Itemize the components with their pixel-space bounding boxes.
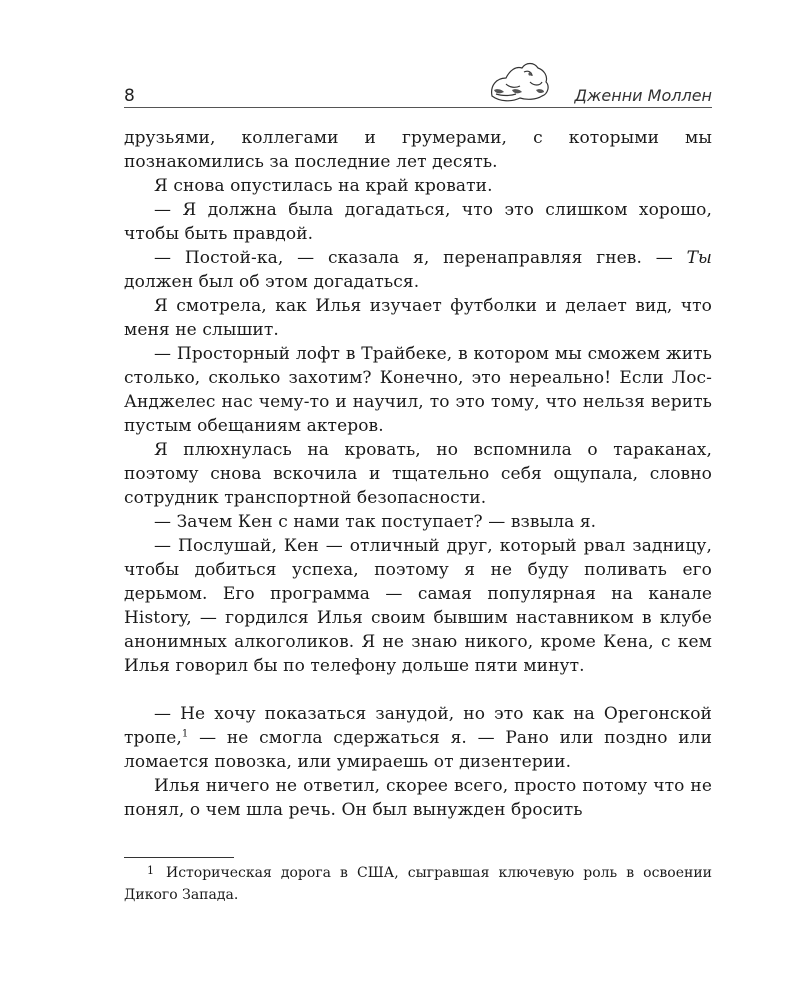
paragraph-2: Я снова опустилась на край кровати.	[154, 176, 493, 196]
page-header	[124, 60, 712, 110]
running-head-author: Дженни Моллен	[574, 86, 712, 105]
body-text	[124, 126, 712, 822]
paragraph-4-emphasis: Ты	[686, 248, 712, 268]
paragraph-11: Илья ничего не ответил, скорее всего, просто потому что не понял, о чем шла речь. Он был вынужден бросить	[124, 776, 712, 820]
footnote-reference: 1	[181, 728, 189, 740]
footnote-rule	[124, 857, 234, 858]
paragraph-8: — Зачем Кен с нами так поступает? — взвыла я.	[154, 512, 597, 532]
paragraph-1: друзьями, коллегами и грумерами, с которыми мы познакомились за последние лет десять.	[124, 128, 712, 172]
paragraph-10	[124, 702, 712, 774]
header-rule	[124, 107, 712, 108]
paragraph-5: Я смотрела, как Илья изучает футболки и делает вид, что меня не слышит.	[124, 296, 712, 340]
paragraph-10-end: — не смогла сдержаться я. — Рано или поздно или ломается повозка, или умираешь от дизентерии.	[124, 728, 712, 772]
footnote-number: 1	[147, 864, 154, 877]
paragraph-3: — Я должна была догадаться, что это слишком хорошо, чтобы быть правдой.	[124, 200, 712, 244]
dog-logo-icon	[486, 60, 552, 104]
paragraph-4-start: — Постой-ка, — сказала я, перенаправляя гнев. —	[154, 248, 687, 268]
paragraph-7: Я плюхнулась на кровать, но вспомнила о тараканах, поэтому снова вскочила и тщательно себя ощупала, словно сотрудник транспортной безопасности.	[124, 440, 712, 508]
paragraph-10-start: — Не хочу показаться занудой, но это как на Орегонской тропе,	[124, 704, 712, 748]
paragraph-4-end: должен был об этом догадаться.	[124, 272, 420, 292]
footnote	[124, 862, 712, 906]
footnote-text: Историческая дорога в США, сыгравшая ключевую роль в освоении Дикого Запада.	[124, 865, 712, 903]
page-number: 8	[124, 86, 135, 106]
paragraph-6: — Просторный лофт в Трайбеке, в котором мы сможем жить столько, сколько захотим? Конечно, это нереально! Если Лос-Анджелес нас чему-то и научил, то это тому, что нельзя верить пустым обещаниям актеров.	[124, 344, 712, 436]
paragraph-4	[124, 246, 712, 294]
paragraph-9: — Послушай, Кен — отличный друг, который рвал задницу, чтобы добиться успеха, поэтому я не буду поливать его дерьмом. Его программа — самая популярная на канале History, — гордился Илья своим бывшим наставником в клубе анонимных алкоголиков. Я не знаю никого, кроме Кена, с кем Илья говорил бы по телефону дольше пяти минут.	[124, 536, 712, 676]
